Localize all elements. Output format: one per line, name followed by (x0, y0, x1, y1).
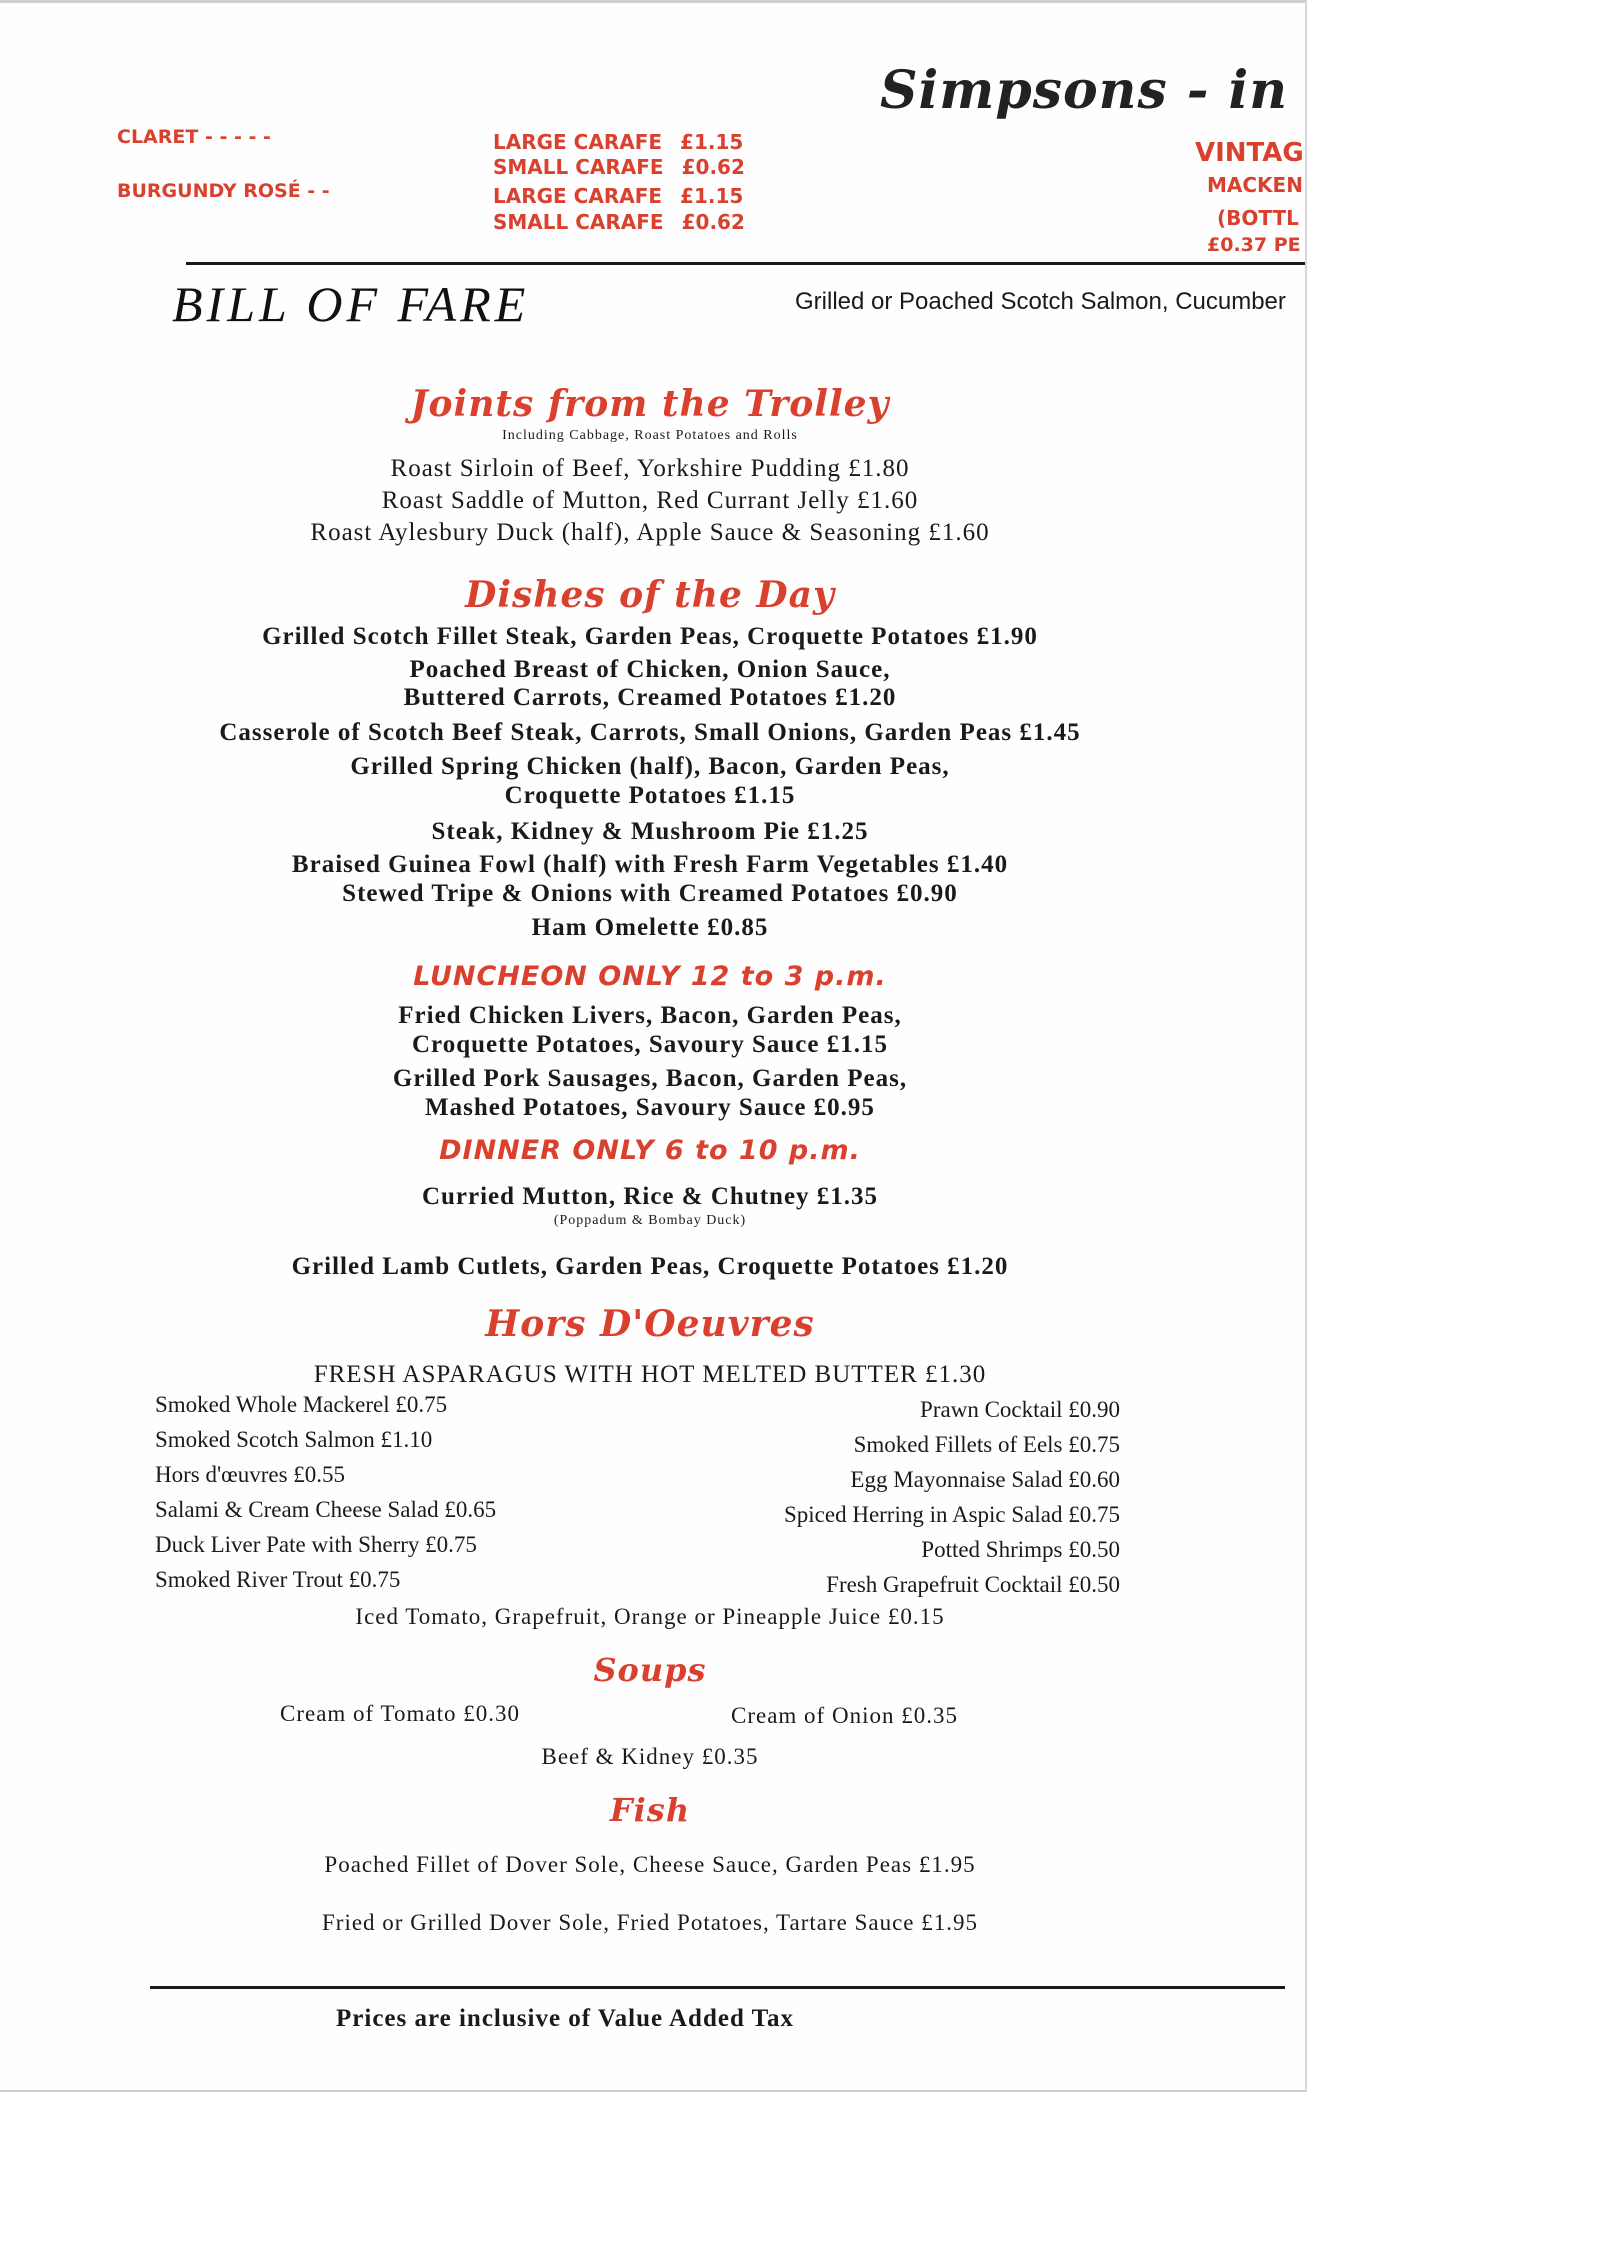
dinner-note: DINNER ONLY 6 to 10 p.m. (439, 1135, 861, 1166)
menu-item: Casserole of Scotch Beef Steak, Carrots, Small Onions, Garden Peas £1.45 (219, 719, 1081, 746)
menu-item: Grilled Lamb Cutlets, Garden Peas, Croquette Potatoes £1.20 (291, 1253, 1009, 1280)
menu-item: Fried Chicken Livers, Bacon, Garden Peas, (398, 1002, 902, 1029)
menu-item: Curried Mutton, Rice & Chutney £1.35 (421, 1183, 879, 1210)
menu-item: Beef & Kidney £0.35 (541, 1744, 759, 1769)
menu-item-right: Spiced Herring in Aspic Salad £0.75 (783, 1502, 1120, 1527)
section-heading-hors: Hors D'Oeuvres (485, 1303, 815, 1345)
menu-item: Grilled Scotch Fillet Steak, Garden Peas, Croquette Potatoes £1.90 (262, 623, 1038, 650)
menu-item: Buttered Carrots, Creamed Potatoes £1.20 (403, 684, 897, 711)
carafe-price: £1.15 (680, 130, 744, 154)
menu-item: Cream of Tomato £0.30 (280, 1701, 520, 1726)
rose-large-carafe (493, 184, 760, 208)
menu-item-juice: Iced Tomato, Grapefruit, Orange or Pineapple Juice £0.15 (355, 1604, 945, 1629)
menu-item: Croquette Potatoes £1.15 (504, 782, 796, 809)
section-heading-dishes: Dishes of the Day (465, 574, 835, 616)
menu-item: Poached Fillet of Dover Sole, Cheese Sauce, Garden Peas £1.95 (324, 1852, 976, 1877)
page-title: BILL OF FARE (172, 276, 530, 332)
claret-small-carafe (493, 155, 762, 179)
menu-item-right: Prawn Cocktail £0.90 (920, 1397, 1120, 1422)
vintage-price: £0.37 PE (1207, 234, 1301, 256)
section-heading-joints: Joints from the Trolley (410, 383, 890, 425)
menu-item-right: Potted Shrimps £0.50 (921, 1537, 1120, 1562)
menu-item: Croquette Potatoes, Savoury Sauce £1.15 (412, 1031, 888, 1058)
menu-item: Grilled Pork Sausages, Bacon, Garden Peas, (392, 1065, 908, 1092)
menu-item-feature: FRESH ASPARAGUS WITH HOT MELTED BUTTER £1.30 (313, 1361, 987, 1388)
section-heading-soups: Soups (593, 1651, 707, 1689)
page-edge (0, 0, 1305, 3)
footer-divider (150, 1986, 1285, 1989)
menu-item-left: Smoked Whole Mackerel £0.75 (155, 1392, 448, 1417)
restaurant-name: Simpsons - in (880, 60, 1289, 121)
menu-item-right: Fresh Grapefruit Cocktail £0.50 (826, 1572, 1120, 1597)
menu-item-left: Smoked Scotch Salmon £1.10 (155, 1427, 433, 1452)
menu-item: Poached Breast of Chicken, Onion Sauce, (409, 656, 891, 683)
menu-item: Roast Sirloin of Beef, Yorkshire Pudding £1.80 (390, 455, 910, 482)
vintage-line: MACKEN (1207, 173, 1303, 197)
carafe-size: LARGE CARAFE (493, 130, 663, 154)
footer-note: Prices are inclusive of Value Added Tax (336, 2005, 795, 2032)
menu-item: Fried or Grilled Dover Sole, Fried Potatoes, Tartare Sauce £1.95 (322, 1910, 978, 1935)
menu-item: Stewed Tripe & Onions with Creamed Potatoes £0.90 (342, 880, 958, 907)
menu-item-right: Egg Mayonnaise Salad £0.60 (850, 1467, 1120, 1492)
carafe-price: £0.62 (681, 210, 745, 234)
menu-item-left: Salami & Cream Cheese Salad £0.65 (155, 1497, 497, 1522)
carafe-size: SMALL CARAFE (493, 155, 664, 179)
menu-item: Cream of Onion £0.35 (731, 1703, 958, 1728)
menu-item: Ham Omelette £0.85 (531, 914, 769, 941)
carafe-size: LARGE CARAFE (493, 184, 663, 208)
joints-subheading: Including Cabbage, Roast Potatoes and Rolls (502, 428, 798, 443)
vintage-line: (BOTTL (1217, 206, 1299, 230)
carafe-price: £0.62 (681, 155, 745, 179)
luncheon-note: LUNCHEON ONLY 12 to 3 p.m. (413, 961, 887, 992)
menu-item-right: Smoked Fillets of Eels £0.75 (853, 1432, 1120, 1457)
curry-note: (Poppadum & Bombay Duck) (553, 1213, 747, 1228)
menu-item: Grilled Spring Chicken (half), Bacon, Garden Peas, (350, 753, 950, 780)
menu-item: Mashed Potatoes, Savoury Sauce £0.95 (425, 1094, 875, 1121)
menu-item: Roast Saddle of Mutton, Red Currant Jelly £1.60 (381, 487, 919, 514)
menu-item: Roast Aylesbury Duck (half), Apple Sauce & Seasoning £1.60 (310, 519, 990, 546)
menu-item-left: Hors d'œuvres £0.55 (155, 1462, 346, 1487)
vintage-heading: VINTAG (1195, 138, 1304, 168)
menu-item-left: Smoked River Trout £0.75 (155, 1567, 401, 1592)
menu-item: Steak, Kidney & Mushroom Pie £1.25 (431, 818, 869, 845)
rose-small-carafe (493, 210, 762, 234)
header-divider (186, 262, 1305, 265)
wine-burgundy-rose: BURGUNDY ROSÉ - - (117, 180, 330, 202)
carafe-price: £1.15 (680, 184, 744, 208)
section-heading-fish: Fish (609, 1791, 691, 1829)
salmon-item: Grilled or Poached Scotch Salmon, Cucumber (795, 288, 1286, 315)
menu-item: Braised Guinea Fowl (half) with Fresh Farm Vegetables £1.40 (291, 851, 1009, 878)
wine-claret: CLARET - - - - - (117, 126, 271, 148)
claret-large-carafe (493, 130, 760, 154)
carafe-size: SMALL CARAFE (493, 210, 664, 234)
menu-item-left: Duck Liver Pate with Sherry £0.75 (155, 1532, 477, 1557)
